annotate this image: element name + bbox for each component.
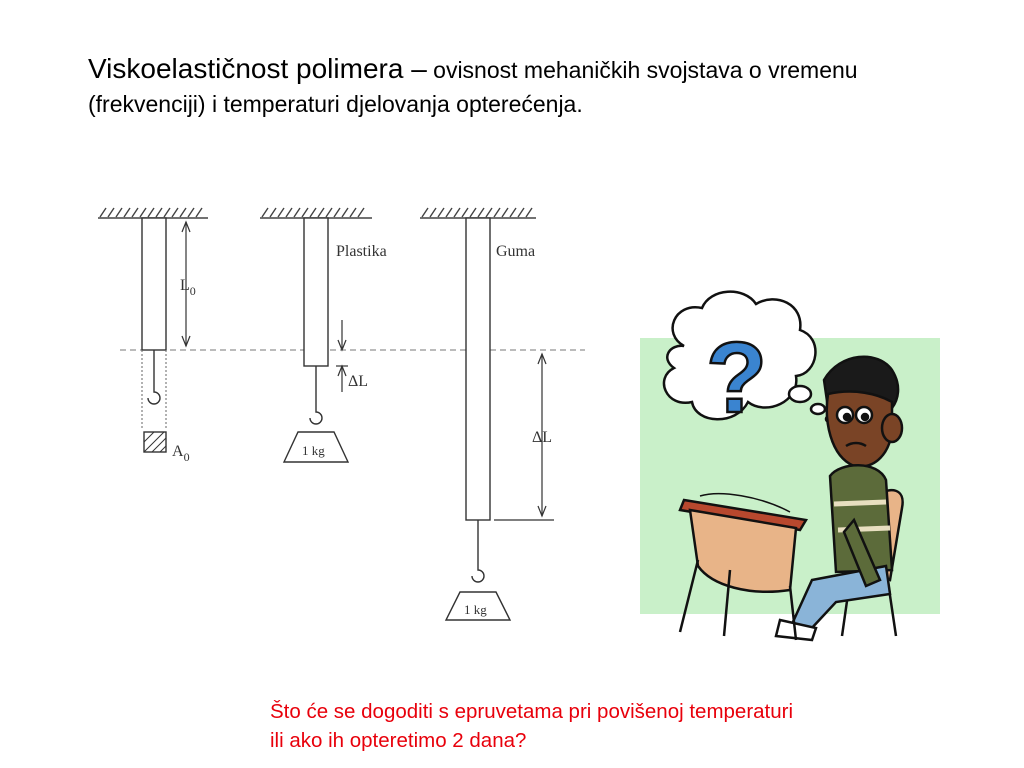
label-a0: $A_0$ <box>172 443 190 464</box>
question-line-1: Što će se dogoditi s epruvetama pri povišenoj temperaturi <box>270 700 794 723</box>
label-l0: $L_0$ <box>180 277 196 298</box>
hook-3 <box>472 520 484 582</box>
weight-1-label: 1 kg <box>302 443 325 458</box>
slide-title <box>88 52 948 121</box>
hook-2 <box>310 366 322 424</box>
specimen-guma <box>466 218 490 520</box>
ceiling-3 <box>420 208 536 218</box>
specimen-original <box>142 218 166 350</box>
question-text <box>270 697 970 755</box>
specimen-plastika <box>304 218 328 366</box>
label-guma: Guma <box>496 243 536 260</box>
ceiling-2 <box>260 208 372 218</box>
title-rest: ovisnost mehaničkih svojstava o vremenu (frekvenciji) i temperaturi djelovanja opterećenja. <box>88 57 858 117</box>
label-dl-large: ΔL <box>532 429 553 446</box>
label-dl-small: ΔL <box>348 373 369 390</box>
viscoelastic-diagram <box>80 180 620 640</box>
question-line-2: ili ako ih opteretimo 2 dana? <box>270 729 527 752</box>
dl-small-dimension <box>336 320 348 392</box>
hook-1 <box>148 350 160 404</box>
question-mark: ? <box>706 322 768 434</box>
desk <box>680 494 806 640</box>
confused-student-cartoon <box>640 290 945 650</box>
title-strong: Viskoelastičnost polimera – <box>88 53 427 84</box>
ceiling-1 <box>98 208 208 218</box>
label-plastika: Plastika <box>336 243 387 260</box>
weight-2-label: 1 kg <box>464 602 487 617</box>
